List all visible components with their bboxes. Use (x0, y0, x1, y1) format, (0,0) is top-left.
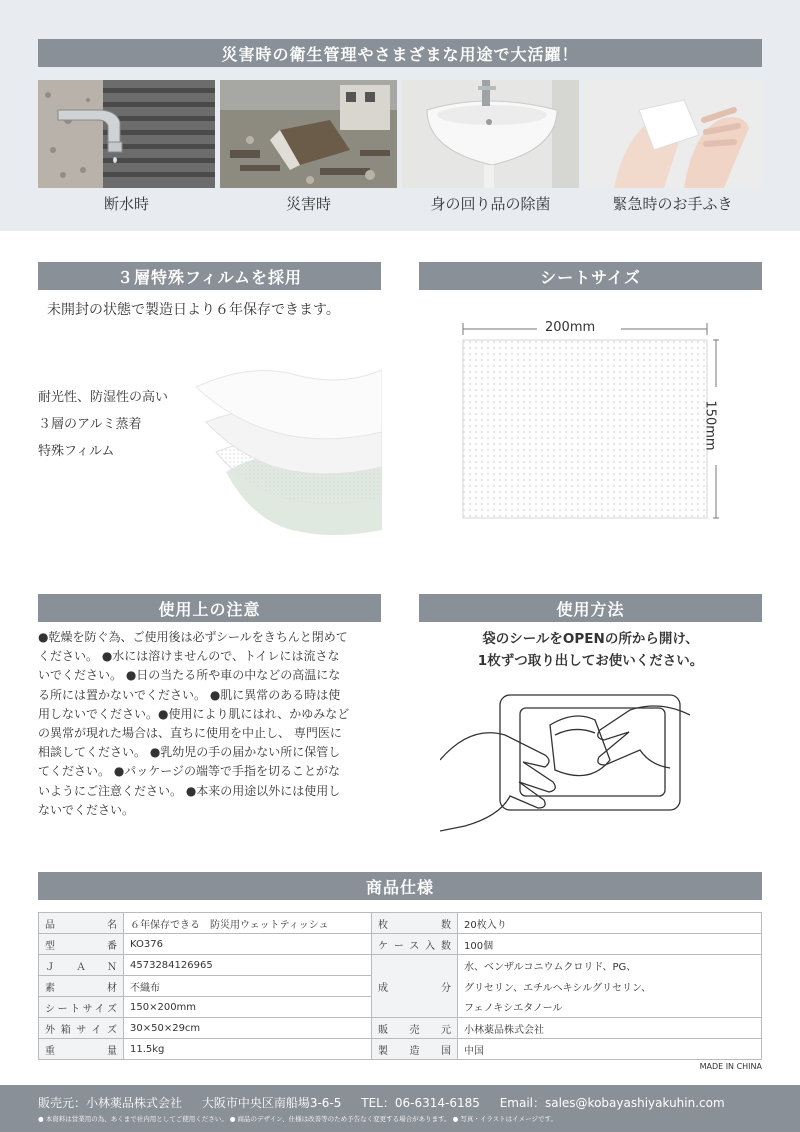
film-desc-line: 耐光性、防湿性の高い (38, 390, 169, 405)
scene-label-1: 断水時 (103, 195, 149, 213)
caution-line: の異常が現れた場合は、直ちに使用を中止し、 専門医に (38, 726, 342, 741)
spec-value: 中国 (458, 1039, 762, 1060)
caution-line: ないでください。 (38, 802, 135, 817)
uses-banner (38, 39, 762, 67)
table-row (39, 955, 762, 976)
spec-key: 外箱サイズ (39, 1018, 124, 1039)
usage-line: 1枚ずつ取り出してお使いください。 (477, 653, 704, 669)
scene-label-2: 災害時 (285, 195, 331, 213)
caution-line: いようにご注意ください。 ●本来の用途以外には使用し (38, 783, 341, 798)
spec-title: 商品仕様 (365, 877, 434, 897)
footer-notes: ● 本資料は営業用の為、あくまで社内用としてご使用ください。 ● 商品のデザイン、仕様は改善等のため予告なく変更する場合があります。 ● 写真・イラストはイメージです。 (38, 1115, 557, 1123)
width-label: 200mm (545, 320, 596, 335)
spec-key: 型 番 (39, 934, 124, 955)
caution-line: る所には置かないでください。 ●肌に異常のある時は使 (38, 687, 341, 702)
caution-line: 用しないでください。●使用により肌にはれ、かゆみなど (38, 706, 350, 721)
caution-banner (38, 594, 381, 622)
caution-line: ●乾燥を防ぐ為、ご使用後は必ずシールをきちんと閉めて (38, 630, 348, 644)
footer (0, 1085, 800, 1132)
film-desc-line: ３層のアルミ蒸着 (38, 417, 142, 432)
usage-banner (419, 594, 762, 622)
spec-key: 成 分 (372, 955, 458, 1018)
spec-key: 製 造 国 (372, 1039, 458, 1060)
made-in-label: MADE IN CHINA (699, 1062, 762, 1071)
table-row (39, 1039, 762, 1060)
spec-value: 4573284126965 (124, 955, 372, 976)
spec-key: 枚 数 (372, 913, 458, 934)
spec-key: シートサイズ (39, 997, 124, 1018)
hand-wipe-photo (584, 80, 761, 188)
table-row (39, 913, 762, 934)
spec-key: 販 売 元 (372, 1018, 458, 1039)
film-title: ３層特殊フィルムを採用 (116, 267, 303, 287)
spec-value: 不織布 (124, 976, 372, 997)
spec-value: 水、ベンザルコニウムクロリド、PG、 (458, 955, 762, 976)
spec-key: 素 材 (39, 976, 124, 997)
caution-title: 使用上の注意 (158, 599, 261, 619)
footer-tel: TEL：06-6314-6185 (361, 1096, 480, 1110)
spec-value: グリセリン、エチルヘキシルグリセリン、 (458, 976, 762, 997)
film-subtitle: 未開封の状態で製造日より６年保存できます。 (47, 302, 340, 318)
spec-value: ６年保存できる 防災用ウェットティッシュ (124, 913, 372, 934)
uses-title: 災害時の衛生管理やさまざまな用途で大活躍！ (221, 44, 579, 64)
spec-value: 30×50×29cm (124, 1018, 372, 1039)
sheet-title: シートサイズ (540, 267, 641, 287)
table-row (39, 1018, 762, 1039)
spec-key: Ｊ Ａ Ｎ (39, 955, 124, 976)
sink-photo (402, 80, 579, 188)
footer-email[interactable]: Email：sales@kobayashiyakuhin.com (499, 1096, 725, 1110)
film-desc-line: 特殊フィルム (38, 444, 115, 459)
scene-label-3: 身の回り品の除菌 (430, 195, 551, 213)
height-label: 150mm (702, 400, 718, 451)
spec-value: 11.5kg (124, 1039, 372, 1060)
spec-key: ケース入数 (372, 934, 458, 955)
spec-value: 100個 (458, 934, 762, 955)
scene-label-4: 緊急時のお手ふき (612, 195, 733, 213)
table-row (39, 934, 762, 955)
caution-line: てください。 ●パッケージの端等で手指を切ることがな (38, 764, 341, 779)
spec-value: フェノキシエタノール (458, 997, 762, 1018)
spec-value: KO376 (124, 934, 372, 955)
footer-seller: 販売元：小林薬品株式会社 (38, 1096, 183, 1110)
spec-key: 品 名 (39, 913, 124, 934)
disaster-photo (220, 80, 397, 188)
usage-title: 使用方法 (556, 599, 625, 619)
sheet-size-diagram (455, 315, 735, 525)
spec-key: 重 量 (39, 1039, 124, 1060)
spec-banner (38, 872, 762, 900)
usage-line: 袋のシールをOPENの所から開け、 (482, 631, 699, 647)
spec-value: 小林薬品株式会社 (458, 1018, 762, 1039)
caution-line: ください。 ●水には溶けませんので、トイレには流さな (38, 649, 340, 664)
caution-line: 相談してください。 ●乳幼児の手の届かない所に保管し (38, 745, 341, 760)
usage-text (419, 628, 762, 672)
footer-contact (38, 1094, 725, 1111)
caution-text (38, 628, 384, 820)
spec-value: 20枚入り (458, 913, 762, 934)
spec-value: 150×200mm (124, 997, 372, 1018)
faucet-photo (38, 80, 215, 188)
film-banner (38, 262, 381, 290)
film-description (38, 384, 168, 465)
film-layers-illustration (196, 352, 382, 542)
caution-line: いでください。 ●日の当たる所や車の中などの高温にな (38, 668, 341, 683)
usage-illustration (440, 680, 690, 860)
sheet-banner (419, 262, 762, 290)
spec-table (38, 912, 762, 1060)
footer-address: 大阪市中央区南船場3-6-5 (201, 1096, 342, 1110)
